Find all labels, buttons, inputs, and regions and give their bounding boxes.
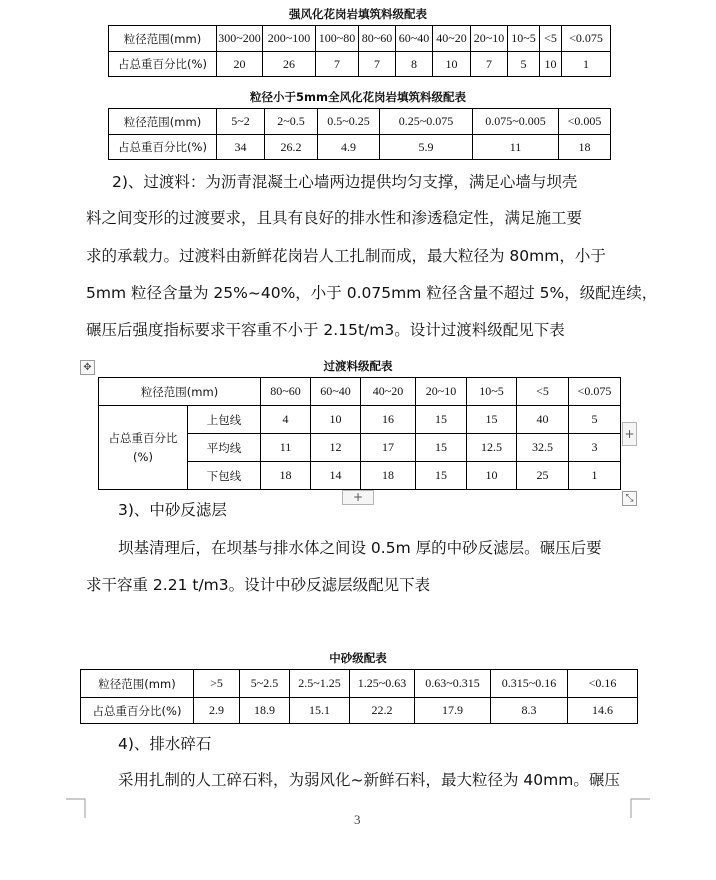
range-cell: 0.5~0.25 (318, 109, 380, 135)
value-cell: 14 (311, 462, 361, 490)
value-cell: 15 (467, 406, 517, 434)
range-cell: 0.25~0.075 (380, 109, 473, 135)
range-cell: 100~80 (316, 26, 359, 52)
range-cell: 5~2 (217, 109, 265, 135)
table4 (80, 669, 638, 724)
row-label: 粒径范围(mm) (109, 26, 217, 52)
range-cell: 80~60 (261, 378, 311, 406)
range-cell: 40~20 (361, 378, 416, 406)
value-cell: 16 (361, 406, 416, 434)
table1-caption: 强风化花岗岩填筑料级配表 (289, 7, 427, 21)
value-cell: 32.5 (517, 434, 569, 462)
header-label: 粒径范围(mm) (99, 378, 261, 406)
range-cell: 80~60 (359, 26, 396, 52)
margin-corner-mark-left (66, 798, 86, 818)
section4-line: 采用扎制的人工碎石料，为弱风化~新鲜石料，最大粒径为 40mm。碾压 (118, 771, 620, 789)
range-cell: 20~10 (471, 26, 508, 52)
value-cell: 15 (416, 406, 467, 434)
value-cell: 40 (517, 406, 569, 434)
value-cell: 25 (517, 462, 569, 490)
value-cell: 2.9 (194, 698, 240, 724)
value-cell: 11 (473, 135, 559, 160)
range-cell: 60~40 (396, 26, 433, 52)
range-cell: 5~2.5 (240, 670, 290, 698)
section3-heading: 3)、中砂反滤层 (118, 501, 227, 519)
value-cell: 11 (261, 434, 311, 462)
value-cell: 10 (433, 52, 471, 77)
table4-caption: 中砂级配表 (329, 651, 387, 665)
table-resize-handle-icon[interactable]: ⤡ (622, 491, 637, 506)
value-cell: 3 (569, 434, 621, 462)
range-cell: 200~100 (263, 26, 316, 52)
table2-caption: 粒径小于5mm全风化花岗岩填筑料级配表 (250, 90, 466, 104)
range-cell: 10~5 (467, 378, 517, 406)
value-cell: 10 (467, 462, 517, 490)
section3-line: 坝基清理后，在坝基与排水体之间设 0.5m 厚的中砂反滤层。碾压后要 (118, 539, 602, 557)
section4-heading: 4)、排水碎石 (118, 735, 212, 753)
value-cell: 18 (559, 135, 611, 160)
value-cell: 5 (508, 52, 540, 77)
range-cell: 0.075~0.005 (473, 109, 559, 135)
value-cell: 8.3 (491, 698, 568, 724)
table2 (108, 108, 611, 160)
row-label: 粒径范围(mm) (81, 670, 194, 698)
range-cell: <0.075 (569, 378, 621, 406)
range-cell: <0.075 (562, 26, 611, 52)
value-cell: 4.9 (318, 135, 380, 160)
value-cell: 12.5 (467, 434, 517, 462)
value-cell: 12 (311, 434, 361, 462)
value-cell: 7 (359, 52, 396, 77)
range-cell: 2~0.5 (265, 109, 318, 135)
value-cell: 18 (261, 462, 311, 490)
value-cell: 5.9 (380, 135, 473, 160)
row-label: 粒径范围(mm) (109, 109, 217, 135)
range-cell: 2.5~1.25 (290, 670, 350, 698)
range-cell: 40~20 (433, 26, 471, 52)
value-cell: 10 (311, 406, 361, 434)
value-cell: 1 (562, 52, 611, 77)
range-cell: 1.25~0.63 (350, 670, 415, 698)
range-cell: <5 (517, 378, 569, 406)
row-label: 占总重百分比(%) (81, 698, 194, 724)
value-cell: 26.2 (265, 135, 318, 160)
value-cell: 8 (396, 52, 433, 77)
table3 (98, 377, 621, 490)
value-cell: 17 (361, 434, 416, 462)
value-cell: 5 (569, 406, 621, 434)
page-number: 3 (354, 812, 361, 827)
table-move-handle-icon[interactable]: ✥ (80, 360, 95, 375)
table1 (108, 25, 611, 77)
value-cell: 18 (361, 462, 416, 490)
range-cell: <5 (540, 26, 562, 52)
value-cell: 10 (540, 52, 562, 77)
range-cell: 60~40 (311, 378, 361, 406)
range-cell: <0.16 (568, 670, 638, 698)
range-cell: <0.005 (559, 109, 611, 135)
range-cell: 0.63~0.315 (415, 670, 491, 698)
section2-line: 料之间变形的过渡要求，且具有良好的排水性和渗透稳定性，满足施工要 (86, 209, 583, 227)
row-label: 占总重百分比(%) (109, 52, 217, 77)
range-cell: 20~10 (416, 378, 467, 406)
section3-line: 求干容重 2.21 t/m3。设计中砂反滤层级配见下表 (86, 576, 431, 594)
value-cell: 22.2 (350, 698, 415, 724)
value-cell: 7 (316, 52, 359, 77)
add-column-button[interactable]: + (622, 422, 637, 446)
value-cell: 7 (471, 52, 508, 77)
value-cell: 4 (261, 406, 311, 434)
row-label: 平均线 (188, 434, 261, 462)
row-label: 占总重百分比(%) (109, 135, 217, 160)
range-cell: 10~5 (508, 26, 540, 52)
section2-line: 碾压后强度指标要求干容重不小于 2.15t/m3。设计过渡料级配见下表 (86, 321, 565, 339)
section2-line: 求的承载力。过渡料由新鲜花岗岩人工扎制而成，最大粒径为 80mm，小于 (86, 247, 606, 265)
value-cell: 34 (217, 135, 265, 160)
row-label: 下包线 (188, 462, 261, 490)
margin-corner-mark-right (630, 798, 650, 818)
value-cell: 15.1 (290, 698, 350, 724)
value-cell: 18.9 (240, 698, 290, 724)
row-label: 上包线 (188, 406, 261, 434)
table3-caption: 过渡料级配表 (323, 359, 393, 373)
group-label: 占总重百分比(%) (99, 406, 188, 490)
add-row-button[interactable]: + (342, 490, 374, 505)
value-cell: 20 (217, 52, 263, 77)
section2-line: 5mm 粒径含量为 25%~40%，小于 0.075mm 粒径含量不超过 5%，级配连续， (86, 284, 658, 302)
value-cell: 17.9 (415, 698, 491, 724)
range-cell: 0.315~0.16 (491, 670, 568, 698)
value-cell: 26 (263, 52, 316, 77)
range-cell: 300~200 (217, 26, 263, 52)
range-cell: >5 (194, 670, 240, 698)
value-cell: 15 (416, 434, 467, 462)
value-cell: 1 (569, 462, 621, 490)
value-cell: 15 (416, 462, 467, 490)
value-cell: 14.6 (568, 698, 638, 724)
section2-heading: 2)、过渡料：为沥青混凝土心墙两边提供均匀支撑，满足心墙与坝壳 (112, 173, 578, 191)
